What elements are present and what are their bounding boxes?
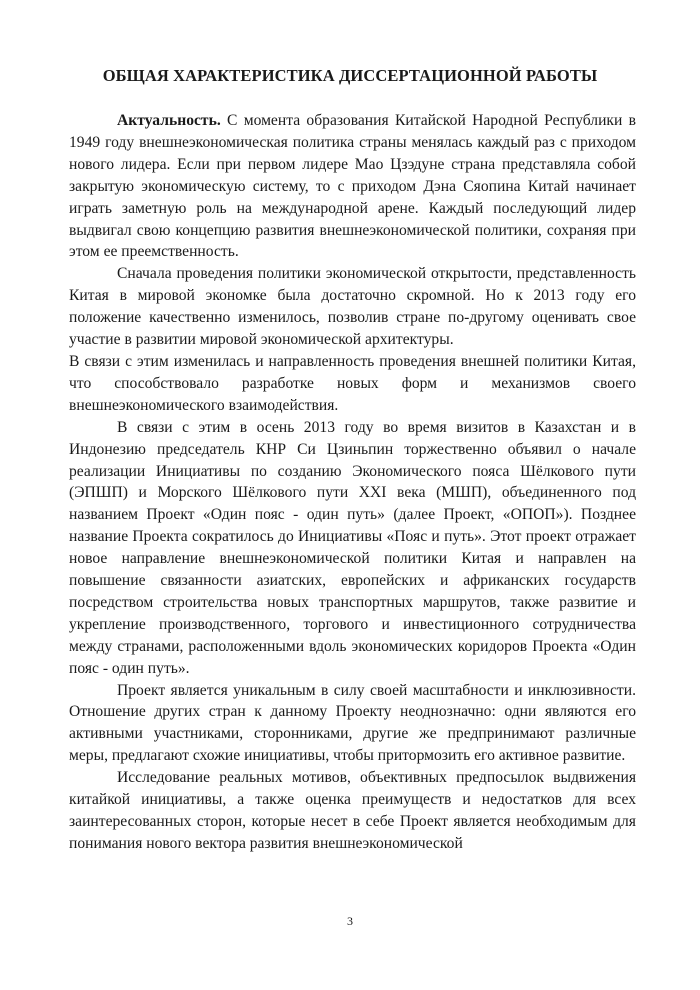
paragraph-project-uniqueness: Проект является уникальным в силу своей масштабности и инклюзивности. Отношение других стран к данному Проекту неоднозначно: одни являются его активными участниками, сторонниками, другие же предпринимают различные меры, предлагают схожие инициативы, чтобы притормозить его активное развитие.	[69, 681, 636, 765]
relevance-term: Актуальность.	[117, 112, 221, 129]
paragraph-openness: Сначала проведения политики экономической открытости, представленность Китая в мировой экономке была достаточно скромной. Но к 2013 году его положение качественно изменилось, позволив стране по-другому оценивать свое участие в развитии мировой экономической архитектуры.	[69, 265, 636, 349]
document-body	[69, 110, 636, 855]
paragraph-research-motives: Исследование реальных мотивов, объективных предпосылок выдвижения китайкой инициативы, а также оценка преимуществ и недостатков для всех заинтересованных сторон, которые несет в себе Проект является необходимым для понимания нового вектора развития внешнеэкономической	[69, 769, 636, 852]
document-title: ОБЩАЯ ХАРАКТЕРИСТИКА ДИССЕРТАЦИОННОЙ РАБОТЫ	[102, 66, 598, 85]
paragraph-relevance	[69, 110, 636, 263]
relevance-text: С момента образования Китайской Народной Республики в 1949 году внешнеэкономическая политика страны менялась каждый раз с приходом нового лидера. Если при первом лидере Мао Цзэдуне страна представляла собой закрытую экономическую систему, то с приходом Дэна Сяопина Китай начинает играть заметную роль на международной арене. Каждый последующий лидер выдвигал свою концепцию развития внешнеэкономической политики, сохраняя при этом ее преемственность.	[69, 112, 636, 261]
page-number: 3	[347, 914, 353, 928]
paragraph-belt-and-road: В связи с этим в осень 2013 году во время визитов в Казахстан и в Индонезию председатель КНР Си Цзиньпин торжественно объявил о начале реализации Инициативы по созданию Экономического пояса Шёлкового пути (ЭПШП) и Морского Шёлкового пути XXI века (МШП), объединенного под названием Проект «Один пояс - один путь» (далее Проект, «ОПОП»). Позднее название Проекта сократилось до Инициативы «Пояс и путь». Этот проект отражает новое направление внешнеэкономической политики Китая и направлен на повышение связанности азиатских, европейских и африканских государств посредством строительства новых транспортных маршрутов, также развитие и укрепление производственного, торгового и инвестиционного сотрудничества между странами, расположенными вдоль экономических коридоров Проекта «Один пояс - один путь».	[69, 418, 636, 677]
paragraph-foreign-policy: В связи с этим изменилась и направленность проведения внешней политики Китая, что способствовало разработке новых форм и механизмов своего внешнеэкономического взаимодействия.	[69, 352, 636, 414]
